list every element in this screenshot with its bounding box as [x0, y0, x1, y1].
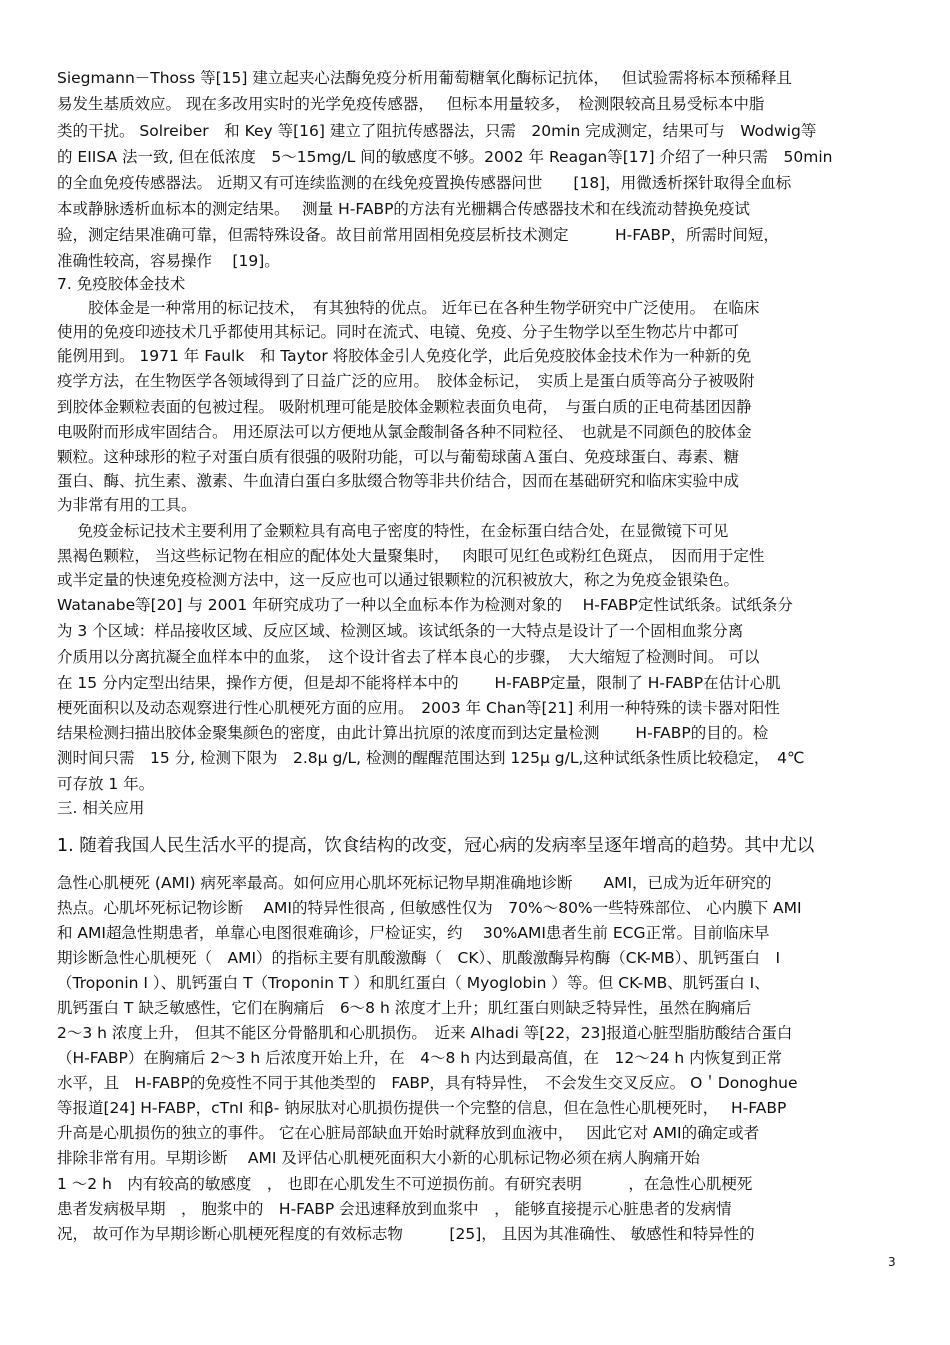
text-line: （H-FABP）在胸痛后 2～3 h 后浓度开始上升，在 4～8 h 内达到最高值，在 12～24 h 内恢复到正常: [57, 1049, 783, 1067]
text-line: 的 EIISA 法一致, 但在低浓度 5～15mg/L 间的敏感度不够。2002 年 Reagan等[17] 介绍了一种只需 50min: [57, 148, 833, 166]
text-line: 患者发病极早期 ， 胞浆中的 H-FABP 会迅速释放到血浆中 ， 能够直接提示心脏患者的发病情: [57, 1200, 732, 1218]
text-line: 期诊断急性心肌梗死（ AMI）的指标主要有肌酸激酶（ CK）、肌酸激酶异构酶（CK-MB）、肌钙蛋白 I: [57, 949, 781, 967]
text-line: 1 ～2 h 内有较高的敏感度 ， 也即在心肌发生不可逆损伤前。有研究表明 ，在急性心肌梗死: [57, 1175, 753, 1193]
text-line: 急性心肌梗死 (AMI) 病死率最高。如何应用心肌坏死标记物早期准确地诊断 AMI，已成为近年研究的: [57, 874, 772, 892]
text-line: 排除非常有用。早期诊断 AMI 及评估心肌梗死面积大小新的心肌标记物必须在病人胸痛开始: [57, 1149, 700, 1167]
text-line: Siegmann－Thoss 等[15] 建立起夹心法酶免疫分析用葡萄糖氧化酶标记抗体， 但试验需将标本预稀释且: [57, 69, 793, 87]
text-line: Watanabe等[20] 与 2001 年研究成功了一种以全血标本作为检测对象的 H-FABP定性试纸条。试纸条分: [57, 596, 793, 614]
text-line: 能例用到。 1971 年 Faulk 和 Taytor 将胶体金引人免疫化学，此后免疫胶体金技术作为一种新的免: [57, 347, 752, 365]
text-line: 热点。心肌坏死标记物诊断 AMI的特异性很高 , 但敏感性仅为 70%～80%一些特殊部位、 心内膜下 AMI: [57, 899, 802, 917]
text-line: 测时间只需 15 分, 检测下限为 2.8μ g/L, 检测的醒醒范围达到 125μ g/L,这种试纸条性质比较稳定， 4℃: [57, 749, 805, 767]
text-line: 水平，且 H-FABP的免疫性不同于其他类型的 FABP，具有特异性， 不会发生交叉反应。 O＇Donoghue: [57, 1074, 798, 1092]
text-line: 验，测定结果准确可靠，但需特殊设备。故目前常用固相免疫层析技术测定 H-FABP，所需时间短，: [57, 226, 779, 244]
text-line: 1. 随着我国人民生活水平的提高，饮食结构的改变，冠心病的发病率呈逐年增高的趋势。其中尤以: [57, 836, 815, 856]
text-line: 肌钙蛋白 T 缺乏敏感性，它们在胸痛后 6～8 h 浓度才上升；肌红蛋白则缺乏特异性，虽然在胸痛后: [57, 999, 752, 1017]
text-line: 的全血免疫传感器法。 近期又有可连续监测的在线免疫置换传感器问世 [18]，用微透析探针取得全血标: [57, 174, 792, 192]
text-line: 电吸附而形成牢固结合。 用还原法可以方便地从氯金酸制备各种不同粒径、 也就是不同颜色的胶体金: [57, 423, 752, 441]
text-line: 准确性较高，容易操作 [19]。: [57, 252, 280, 270]
text-line: 本或静脉透析血标本的测定结果。 测量 H-FABP的方法有光栅耦合传感器技术和在线流动替换免疫试: [57, 200, 750, 218]
text-line: 疫学方法，在生物医学各领域得到了日益广泛的应用。 胶体金标记， 实质上是蛋白质等高分子被吸附: [57, 372, 755, 390]
text-line: 类的干扰。 Solreiber 和 Key 等[16] 建立了阻抗传感器法，只需 20min 完成测定，结果可与 Wodwig等: [57, 122, 817, 140]
text-line: 和 AMI超急性期患者，单靠心电图很难确诊，尸检证实，约 30%AMI患者生前 ECG正常。目前临床早: [57, 924, 770, 942]
text-line: 为非常有用的工具。: [57, 496, 197, 514]
text-line: 等报道[24] H-FABP，cTnI 和β- 钠尿肽对心肌损伤提供一个完整的信息，但在急性心肌梗死时， H-FABP: [57, 1099, 787, 1117]
text-line: 升高是心肌损伤的独立的事件。 它在心脏局部缺血开始时就释放到血液中， 因此它对 AMI的确定或者: [57, 1124, 760, 1142]
text-line: 胶体金是一种常用的标记技术， 有其独特的优点。 近年已在各种生物学研究中广泛使用。 在临床: [57, 299, 760, 317]
page-number: 3: [888, 1255, 896, 1269]
text-line: 结果检测扫描出胶体金聚集颜色的密度，由此计算出抗原的浓度而到达定量检测 H-FABP的目的。检: [57, 724, 769, 742]
text-line: 梗死面积以及动态观察进行性心肌梗死方面的应用。 2003 年 Chan等[21] 利用一种特殊的读卡器对阳性: [57, 699, 780, 717]
text-line: 2～3 h 浓度上升， 但其不能区分骨骼肌和心肌损伤。 近来 Alhadi 等[22，23]报道心脏型脂肪酸结合蛋白: [57, 1024, 793, 1042]
text-line: 介质用以分离抗凝全血样本中的血浆， 这个设计省去了样本良心的步骤， 大大缩短了检测时间。 可以: [57, 648, 760, 666]
text-line: 到胶体金颗粒表面的包被过程。 吸附机理可能是胶体金颗粒表面负电荷， 与蛋白质的正电荷基团因静: [57, 398, 752, 416]
text-line: 在 15 分内定型出结果，操作方便，但是却不能将样本中的 H-FABP定量，限制了 H-FABP在估计心肌: [57, 674, 781, 692]
text-line: 免疫金标记技术主要利用了金颗粒具有高电子密度的特性，在金标蛋白结合处，在显微镜下可见: [57, 522, 729, 540]
text-line: 易发生基质效应。 现在多改用实时的光学免疫传感器， 但标本用量较多， 检测限较高且易受标本中脂: [57, 95, 765, 113]
text-line: 蛋白、酶、抗生素、激素、牛血清白蛋白多肽缀合物等非共价结合，因而在基础研究和临床实验中成: [57, 472, 740, 490]
text-line: 7. 免疫胶体金技术: [57, 275, 186, 293]
text-line: 为 3 个区域：样品接收区域、反应区域、检测区域。该试纸条的一大特点是设计了一个固相血浆分离: [57, 622, 744, 640]
text-line: 使用的免疫印迹技术几乎都使用其标记。同时在流式、电镜、免疫、分子生物学以至生物芯片中都可: [57, 323, 740, 341]
text-line: 三. 相关应用: [57, 799, 145, 817]
text-line: 可存放 1 年。: [57, 775, 155, 793]
text-line: 黑褐色颗粒， 当这些标记物在相应的配体处大量聚集时， 肉眼可见红色或粉红色斑点， 因而用于定性: [57, 547, 765, 565]
text-line: 或半定量的快速免疫检测方法中，这一反应也可以通过银颗粒的沉积被放大，称之为免疫金银染色。: [57, 571, 740, 589]
text-line: 况， 故可作为早期诊断心肌梗死程度的有效标志物 [25]， 且因为其准确性、 敏感性和特异性的: [57, 1225, 755, 1243]
text-line: 颗粒。这种球形的粒子对蛋白质有很强的吸附功能，可以与葡萄球菌Ａ蛋白、免疫球蛋白、毒素、糖: [57, 448, 740, 466]
text-line: （Troponin I ）、肌钙蛋白 T（Troponin T ）和肌红蛋白（ Myoglobin ）等。但 CK-MB、肌钙蛋白 I、: [57, 974, 770, 992]
